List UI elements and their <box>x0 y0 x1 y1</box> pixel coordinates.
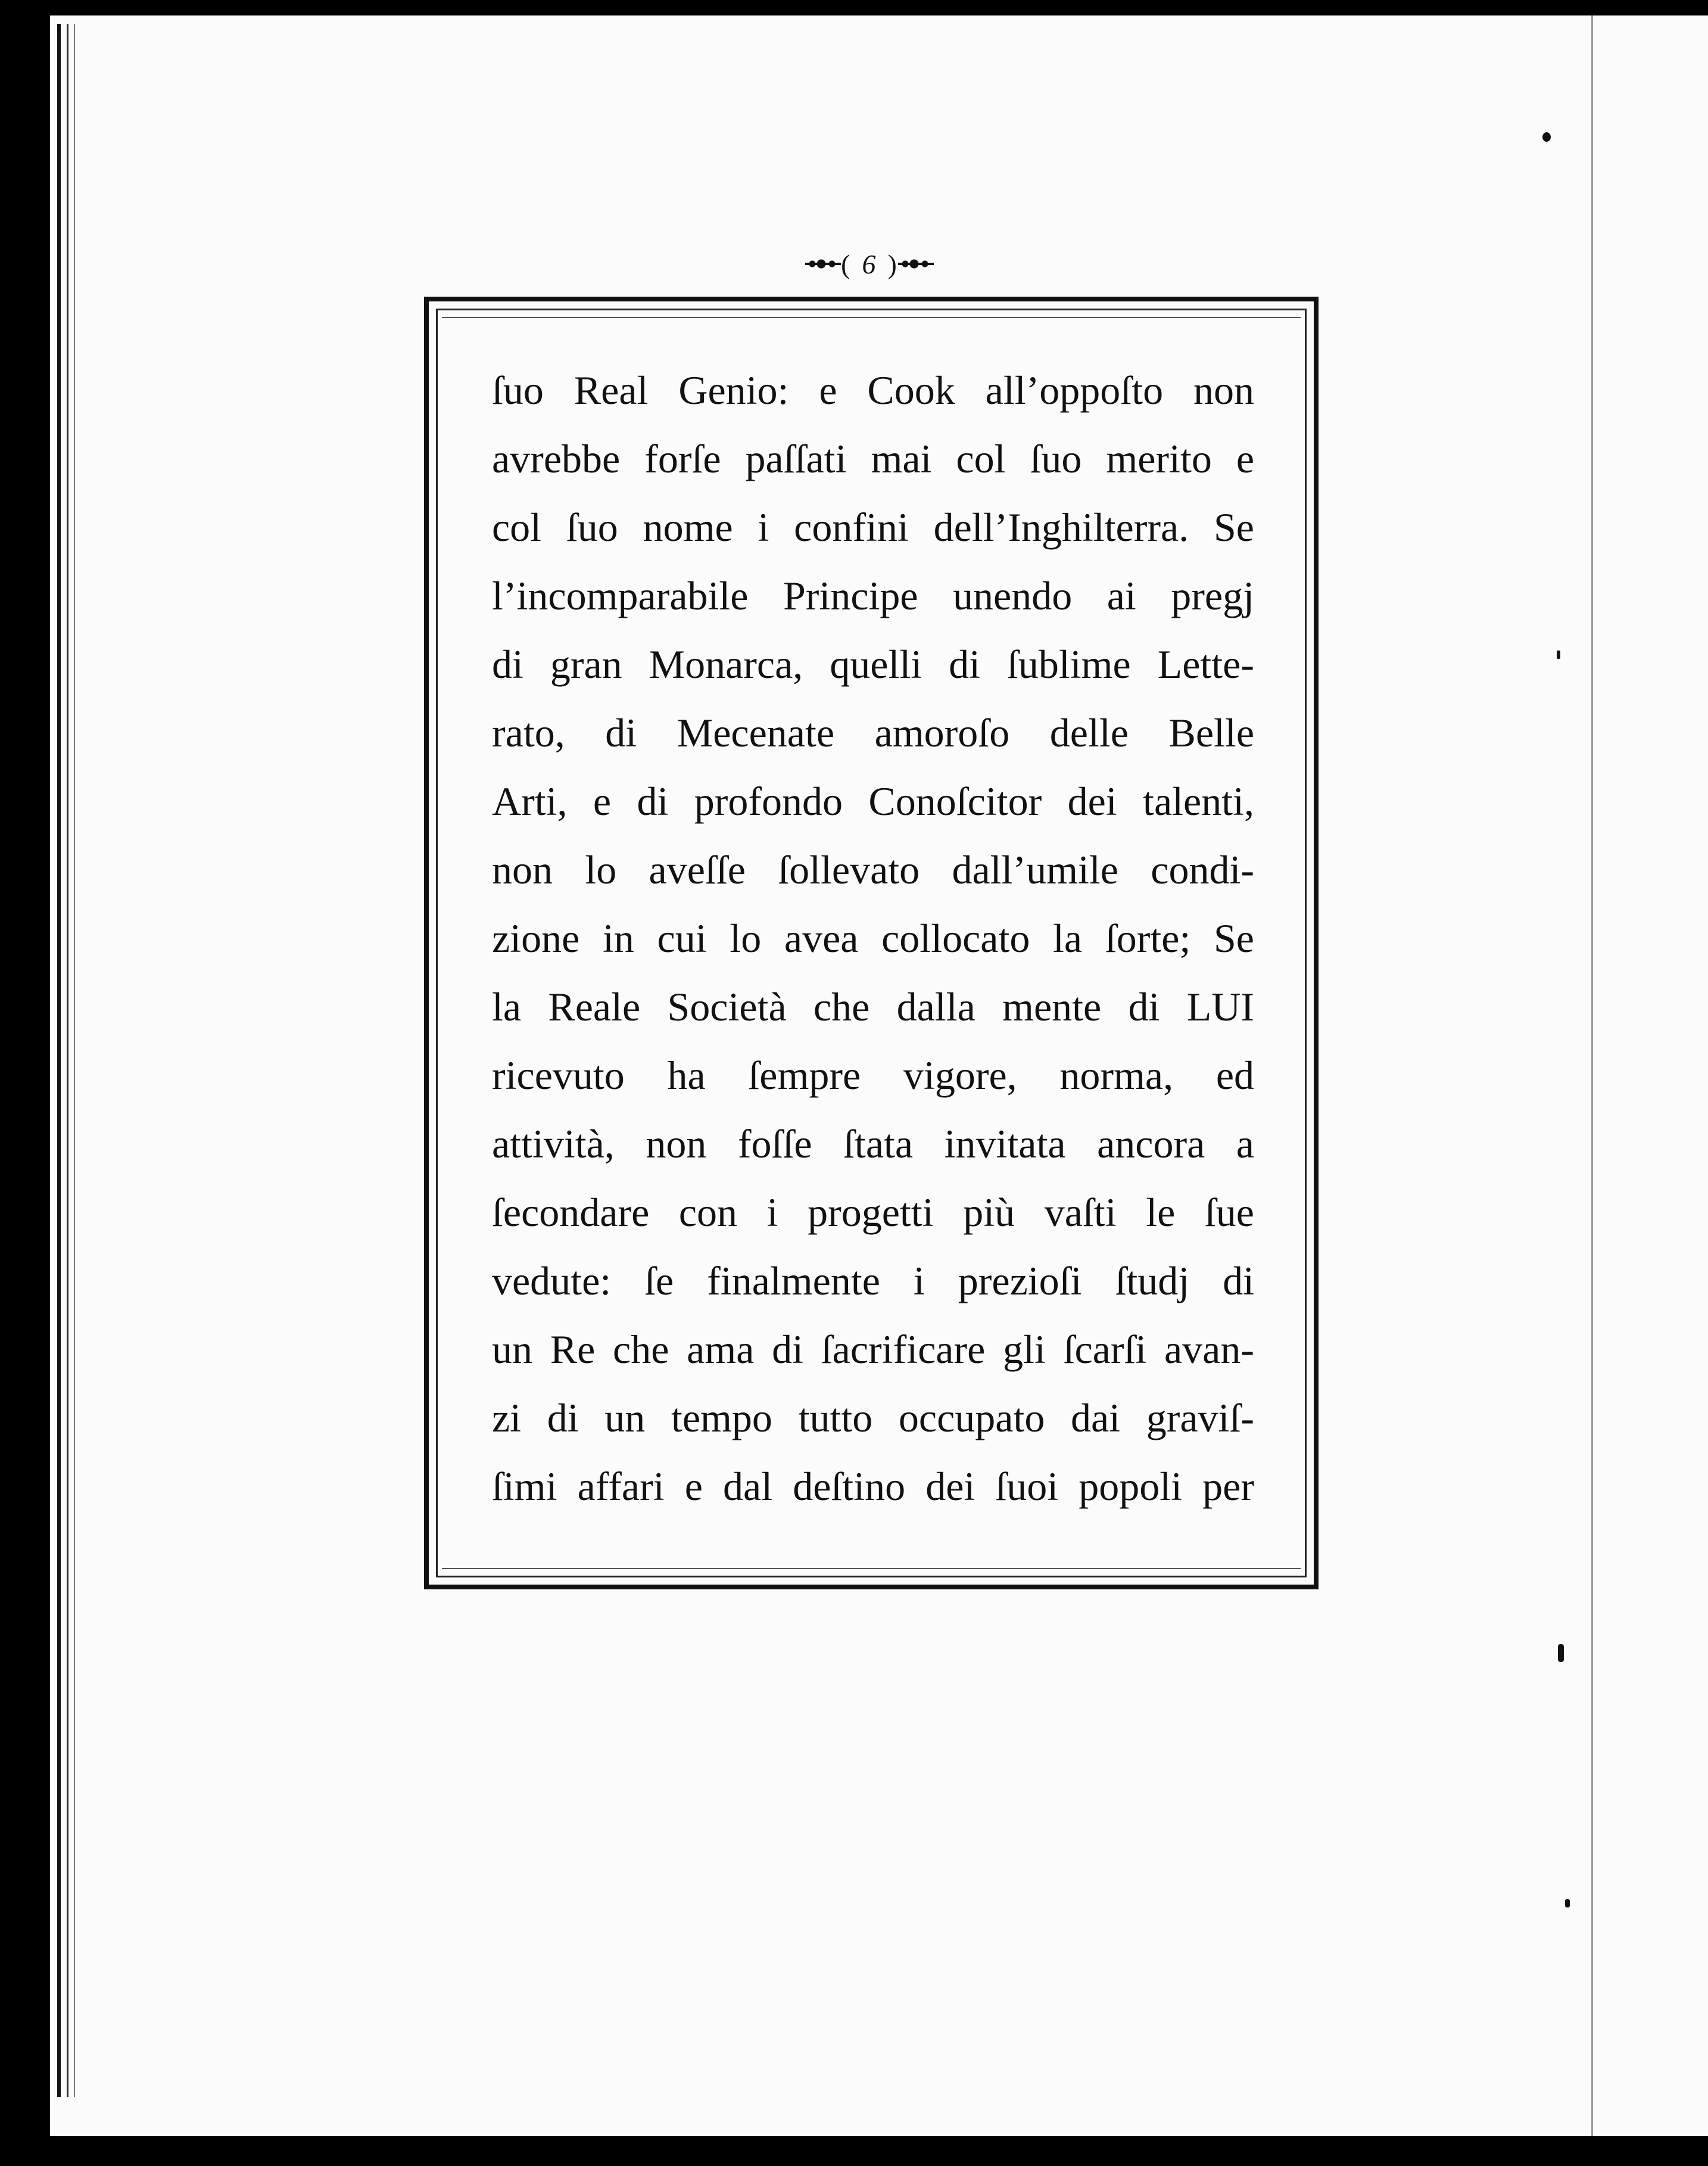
ornament-right-icon <box>898 257 934 270</box>
text-line: un Re che ama di ſacrificare gli ſcarſi avan- <box>492 1327 1254 1372</box>
text-line: ſuo Real Genio: e Cook all’oppoſto non <box>492 368 1254 413</box>
text-line: col ſuo nome i confini dell’Inghilterra. Se <box>492 505 1254 550</box>
margin-speck <box>1542 132 1551 142</box>
frame-rule-top <box>442 317 1301 318</box>
frame-rule-bottom <box>442 1568 1301 1569</box>
text-line: non lo aveſſe ſollevato dall’umile condi- <box>492 847 1254 892</box>
text-line: l’incomparabile Principe unendo ai pregj <box>492 573 1254 618</box>
margin-speck <box>1558 1644 1564 1662</box>
ornament-left-icon <box>805 257 841 270</box>
text-line: ſimi affari e dal deſtino dei ſuoi popoli per <box>492 1464 1254 1509</box>
page-header <box>774 243 965 285</box>
text-line: di gran Monarca, quelli di ſublime Lette- <box>492 642 1254 687</box>
body-text <box>492 356 1254 1521</box>
text-line: rato, di Mecenate amoroſo delle Belle <box>492 710 1254 755</box>
text-line: Arti, e di profondo Conoſcitor dei talenti, <box>492 779 1254 824</box>
text-line: la Reale Società che dalla mente di LUI <box>492 984 1254 1029</box>
text-line: ricevuto ha ſempre vigore, norma, ed <box>492 1053 1254 1098</box>
text-line: ſecondare con i progetti più vaſti le ſue <box>492 1190 1254 1235</box>
binding-edge-line <box>67 24 68 2097</box>
text-line: attività, non foſſe ſtata invitata ancora a <box>492 1121 1254 1166</box>
text-line: zione in cui lo avea collocato la ſorte; Se <box>492 916 1254 961</box>
margin-speck <box>1557 651 1560 659</box>
binding-edge-line <box>74 24 75 2097</box>
page-number: 6 <box>862 248 877 279</box>
text-line: vedute: ſe finalmente i prezioſi ſtudj di <box>492 1258 1254 1303</box>
text-line: avrebbe forſe paſſati mai col ſuo merito e <box>492 436 1254 481</box>
text-line: zi di un tempo tutto occupato dai graviſ- <box>492 1395 1254 1440</box>
header-paren-close: ) <box>887 248 898 279</box>
header-paren-open: ( <box>841 248 852 279</box>
margin-speck <box>1565 1899 1570 1907</box>
binding-edge-line <box>57 24 61 2097</box>
next-leaf-edge-line <box>1591 15 1593 2136</box>
